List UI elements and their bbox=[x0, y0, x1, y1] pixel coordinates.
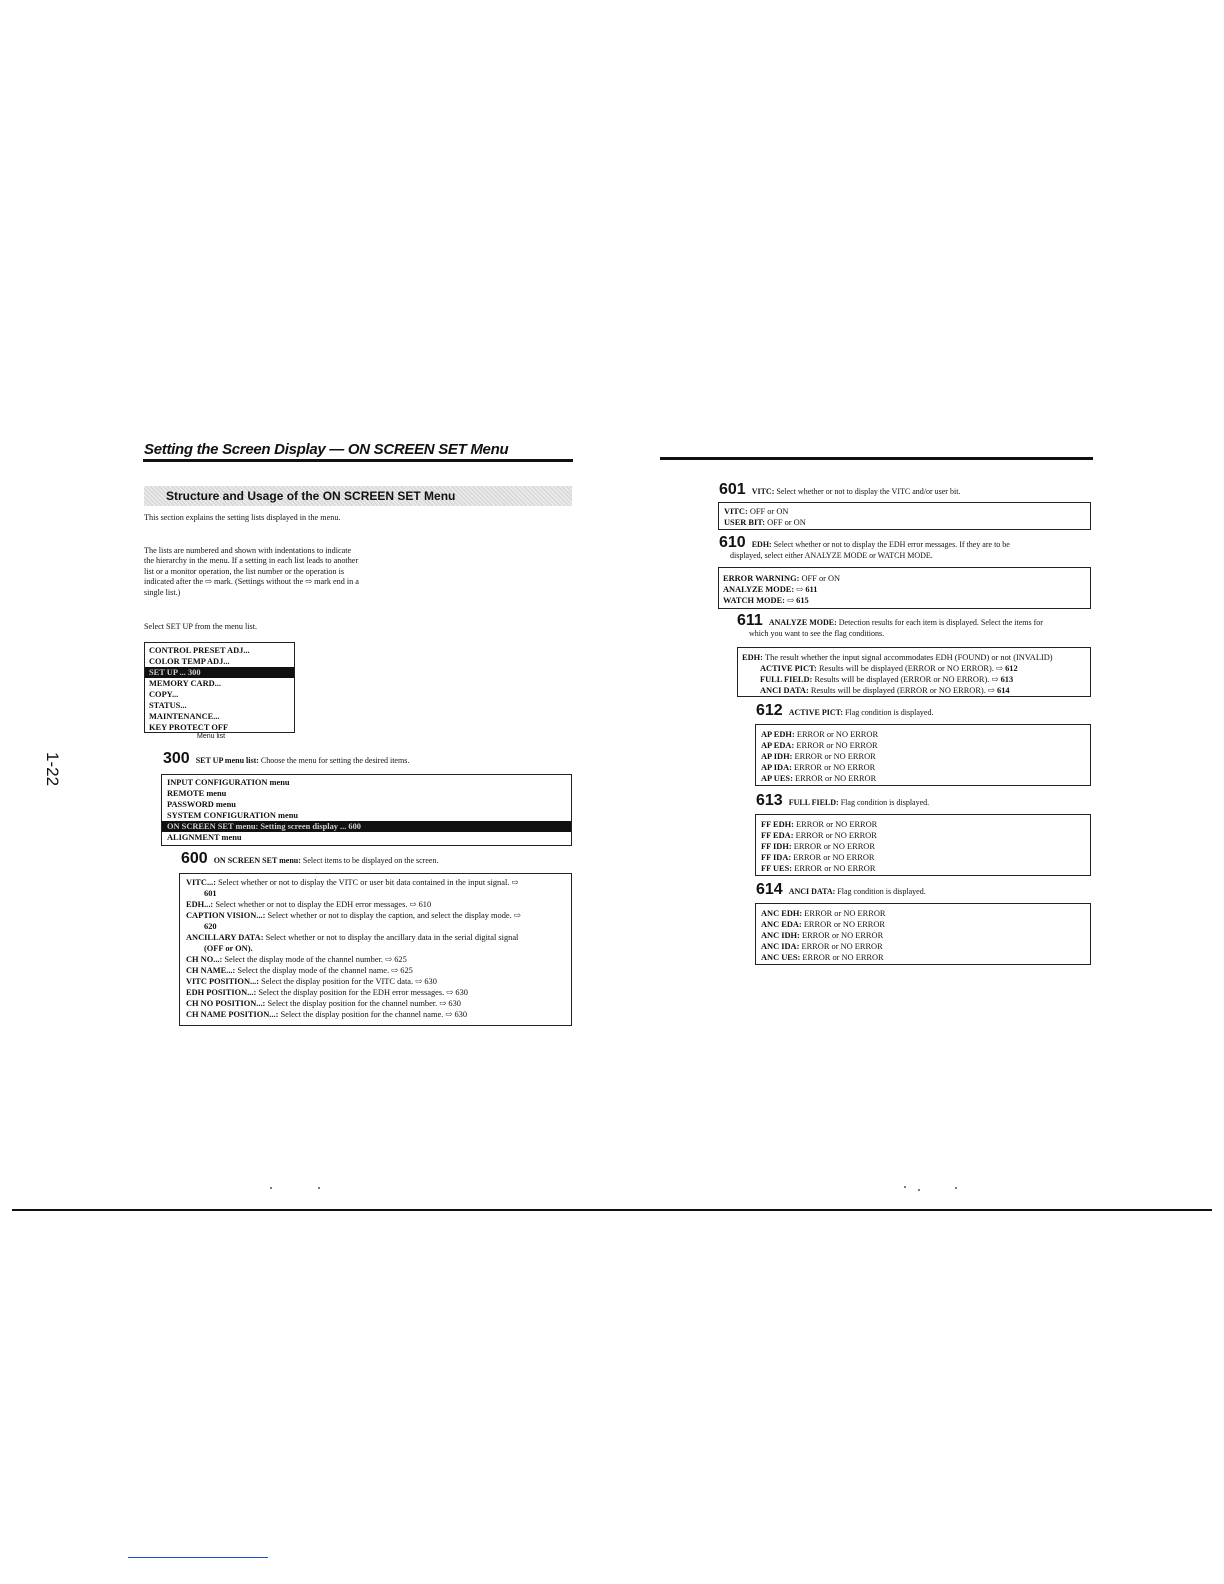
item-label: ANCILLARY DATA: bbox=[186, 933, 264, 942]
item-text: Select the display mode of the channel name. ⇨ 625 bbox=[237, 966, 413, 975]
item-ref: ⇨ 611 bbox=[796, 585, 818, 594]
item-ref: ⇨ 614 bbox=[987, 686, 1010, 695]
list-row bbox=[723, 595, 1090, 606]
active-pict-list-box bbox=[755, 724, 1091, 786]
item-label: WATCH MODE: bbox=[723, 596, 785, 605]
list-name: VITC: bbox=[751, 487, 775, 496]
item-label: ERROR WARNING: bbox=[723, 574, 800, 583]
item-label: AP UES: bbox=[761, 774, 793, 783]
heading-600 bbox=[181, 850, 438, 868]
item-label: EDH POSITION...: bbox=[186, 988, 257, 997]
item-label: ANCI DATA: bbox=[760, 686, 809, 695]
item-label: CH NAME...: bbox=[186, 966, 236, 975]
list-row bbox=[186, 965, 571, 976]
list-row bbox=[761, 941, 1090, 952]
heading-601 bbox=[719, 481, 960, 499]
item-text: ERROR or NO ERROR bbox=[801, 931, 884, 940]
list-row bbox=[186, 910, 571, 921]
title-rule bbox=[143, 459, 573, 462]
item-text: ERROR or NO ERROR bbox=[794, 752, 876, 761]
item-text: OFF or ON bbox=[801, 574, 841, 583]
list-desc: Flag condition is displayed. bbox=[840, 798, 930, 807]
heading-614 bbox=[756, 881, 926, 899]
item-text: ERROR or NO ERROR bbox=[796, 820, 878, 829]
item-text: Select the display position for the channel name. ⇨ 630 bbox=[280, 1010, 468, 1019]
heading-611 bbox=[737, 612, 1043, 630]
item-text: ERROR or NO ERROR bbox=[794, 763, 876, 772]
item-text: OFF or ON bbox=[767, 518, 806, 527]
list-row bbox=[186, 943, 571, 954]
item-text: ERROR or NO ERROR bbox=[796, 730, 879, 739]
scan-speck bbox=[955, 1187, 957, 1189]
heading-612 bbox=[756, 702, 933, 720]
intro-paragraph-2: The lists are numbered and shown with indentations to indicate the hierarchy in the menu. If a setting in each list leads to another list or a monitor operation, the list number or the operation is indicated after the ⇨ mark. (Settings without the ⇨ mark end in a single list.) bbox=[144, 546, 359, 597]
scan-speck bbox=[270, 1187, 272, 1189]
list-row bbox=[186, 932, 571, 943]
list-row bbox=[761, 751, 1090, 762]
scan-speck bbox=[318, 1187, 320, 1189]
list-row bbox=[186, 921, 571, 932]
full-field-list-box bbox=[755, 814, 1091, 876]
list-row bbox=[761, 908, 1090, 919]
page-title: Setting the Screen Display — ON SCREEN SET Menu bbox=[144, 441, 509, 458]
item-label: FF UES: bbox=[761, 864, 793, 873]
menu-item: ALIGNMENT menu bbox=[167, 833, 242, 842]
list-desc: Choose the menu for setting the desired items. bbox=[260, 756, 410, 765]
list-desc: Select whether or not to display the EDH error messages. If they are to be bbox=[773, 540, 1010, 549]
item-label: ACTIVE PICT: bbox=[760, 664, 817, 673]
menu-item: SYSTEM CONFIGURATION menu bbox=[167, 811, 299, 820]
menu-item: KEY PROTECT OFF bbox=[149, 723, 229, 732]
item-text: Select the display position for the EDH error messages. ⇨ 630 bbox=[258, 988, 468, 997]
item-label: CH NAME POSITION...: bbox=[186, 1010, 279, 1019]
item-text: Select whether or not to display the VITC or user bit data contained in the input signal. ⇨ bbox=[218, 878, 519, 887]
item-label: CH NO POSITION...: bbox=[186, 999, 266, 1008]
item-label: FF IDH: bbox=[761, 842, 792, 851]
item-label: ANC EDH: bbox=[761, 909, 803, 918]
edh-list-box bbox=[718, 567, 1091, 609]
list-row bbox=[186, 976, 571, 987]
page-number: 1-22 bbox=[43, 752, 62, 787]
item-ref: ⇨ 615 bbox=[787, 596, 809, 605]
item-text: ERROR or NO ERROR bbox=[794, 864, 876, 873]
list-number: 611 bbox=[737, 612, 763, 629]
list-number: 612 bbox=[756, 702, 783, 719]
list-name: FULL FIELD: bbox=[788, 798, 839, 807]
list-row bbox=[742, 674, 1090, 685]
item-label: FF EDA: bbox=[761, 831, 794, 840]
item-label: VITC...: bbox=[186, 878, 217, 887]
item-ref: ⇨ 612 bbox=[996, 664, 1018, 673]
list-row bbox=[724, 517, 1090, 528]
item-text: OFF or ON bbox=[749, 507, 789, 516]
heading-610 bbox=[719, 534, 1010, 552]
on-screen-set-list-box bbox=[179, 873, 572, 1026]
item-label: EDH...: bbox=[186, 900, 214, 909]
list-row bbox=[186, 877, 571, 888]
item-text: Results will be displayed (ERROR or NO ERROR). bbox=[814, 675, 990, 684]
scan-speck bbox=[918, 1189, 920, 1191]
menu-item: MAINTENANCE... bbox=[149, 712, 220, 721]
setup-menu-list-box bbox=[161, 774, 572, 846]
menu-item: COLOR TEMP ADJ... bbox=[149, 657, 230, 666]
list-desc: Flag condition is displayed. bbox=[837, 887, 926, 896]
analyze-mode-list-box bbox=[737, 647, 1091, 697]
anci-data-list-box bbox=[755, 903, 1091, 965]
heading-610-desc-cont: displayed, select either ANALYZE MODE or WATCH MODE. bbox=[730, 551, 933, 560]
menu-item: REMOTE menu bbox=[167, 789, 227, 798]
list-row bbox=[186, 1009, 571, 1020]
item-label: FF EDH: bbox=[761, 820, 794, 829]
item-text: Results will be displayed (ERROR or NO ERROR). bbox=[810, 686, 986, 695]
list-name: ANCI DATA: bbox=[788, 887, 836, 896]
item-text: Select the display position for the VITC data. ⇨ 630 bbox=[261, 977, 437, 986]
menu-item-selected: SET UP ... 300 bbox=[145, 667, 294, 678]
list-row bbox=[761, 919, 1090, 930]
item-text: (OFF or ON). bbox=[204, 944, 253, 953]
select-instruction: Select SET UP from the menu list. bbox=[144, 622, 258, 631]
item-label: VITC POSITION...: bbox=[186, 977, 260, 986]
item-text: Results will be displayed (ERROR or NO ERROR). bbox=[818, 664, 994, 673]
list-row bbox=[761, 930, 1090, 941]
item-label: AP IDA: bbox=[761, 763, 792, 772]
scan-speck bbox=[904, 1186, 906, 1188]
item-label: CAPTION VISION...: bbox=[186, 911, 266, 920]
item-label: ANALYZE MODE: bbox=[723, 585, 795, 594]
list-row bbox=[186, 954, 571, 965]
heading-611-desc-cont: which you want to see the flag conditions. bbox=[749, 629, 885, 638]
list-row bbox=[761, 729, 1090, 740]
item-label: ANC IDA: bbox=[761, 942, 800, 951]
list-row bbox=[742, 652, 1090, 663]
menu-item: MEMORY CARD... bbox=[149, 679, 221, 688]
list-row bbox=[761, 863, 1090, 874]
list-name: ACTIVE PICT: bbox=[788, 708, 844, 717]
heading-300 bbox=[163, 750, 409, 768]
list-row bbox=[761, 841, 1090, 852]
intro-paragraph-1: This section explains the setting lists displayed in the menu. bbox=[144, 513, 341, 522]
item-text: 620 bbox=[204, 922, 217, 931]
list-name: EDH: bbox=[751, 540, 772, 549]
item-text: Select the display mode of the channel number. ⇨ 625 bbox=[224, 955, 407, 964]
item-label: USER BIT: bbox=[724, 518, 766, 527]
item-text: 601 bbox=[204, 889, 217, 898]
item-text: Select whether or not to display the EDH error messages. ⇨ 610 bbox=[215, 900, 432, 909]
list-row bbox=[761, 740, 1090, 751]
list-row bbox=[742, 685, 1090, 696]
item-label: AP EDH: bbox=[761, 730, 795, 739]
vitc-list-box bbox=[718, 502, 1091, 530]
menu-item: COPY... bbox=[149, 690, 179, 699]
item-ref: ⇨ 613 bbox=[991, 675, 1014, 684]
item-label: ANC EDA: bbox=[761, 920, 802, 929]
list-name: ON SCREEN SET menu: bbox=[213, 856, 301, 865]
menu-list-caption: Menu list bbox=[197, 733, 226, 740]
item-label: AP EDA: bbox=[761, 741, 795, 750]
bottom-rule bbox=[12, 1209, 1212, 1211]
list-number: 614 bbox=[756, 881, 783, 898]
list-number: 300 bbox=[163, 750, 190, 767]
list-row bbox=[723, 573, 1090, 584]
right-title-rule bbox=[660, 457, 1093, 460]
section-heading: Structure and Usage of the ON SCREEN SET Menu bbox=[144, 486, 572, 506]
menu-item: INPUT CONFIGURATION menu bbox=[167, 778, 290, 787]
item-label: CH NO...: bbox=[186, 955, 223, 964]
list-desc: Select items to be displayed on the screen. bbox=[302, 856, 439, 865]
list-row bbox=[186, 899, 571, 910]
item-label: VITC: bbox=[724, 507, 748, 516]
list-desc: Flag condition is displayed. bbox=[845, 708, 934, 717]
item-text: ERROR or NO ERROR bbox=[803, 920, 886, 929]
menu-item-selected: ON SCREEN SET menu: Setting screen display ... 600 bbox=[162, 821, 571, 832]
list-row bbox=[742, 663, 1090, 674]
item-text: ERROR or NO ERROR bbox=[801, 942, 883, 951]
bottom-link-underline bbox=[128, 1557, 268, 1558]
list-number: 600 bbox=[181, 850, 208, 867]
list-name: SET UP menu list: bbox=[195, 756, 259, 765]
list-row bbox=[761, 830, 1090, 841]
list-row bbox=[724, 506, 1090, 517]
list-row bbox=[761, 952, 1090, 963]
item-label: FF IDA: bbox=[761, 853, 792, 862]
item-text: The result whether the input signal accommodates EDH (FOUND) or not (INVALID) bbox=[765, 653, 1053, 662]
list-row bbox=[186, 888, 571, 899]
list-row bbox=[761, 852, 1090, 863]
item-label: ANC IDH: bbox=[761, 931, 800, 940]
menu-item: STATUS... bbox=[149, 701, 187, 710]
item-text: Select whether or not to display the caption, and select the display mode. ⇨ bbox=[267, 911, 521, 920]
item-label: ANC UES: bbox=[761, 953, 801, 962]
item-text: ERROR or NO ERROR bbox=[793, 853, 875, 862]
item-text: ERROR or NO ERROR bbox=[794, 774, 877, 783]
list-number: 601 bbox=[719, 481, 746, 498]
item-text: ERROR or NO ERROR bbox=[802, 953, 884, 962]
list-row bbox=[761, 762, 1090, 773]
item-text: ERROR or NO ERROR bbox=[793, 842, 875, 851]
item-label: FULL FIELD: bbox=[760, 675, 813, 684]
list-number: 610 bbox=[719, 534, 746, 551]
item-label: EDH: bbox=[742, 653, 763, 662]
menu-list-box bbox=[144, 642, 295, 733]
item-label: AP IDH: bbox=[761, 752, 793, 761]
menu-item: PASSWORD menu bbox=[167, 800, 236, 809]
item-text: ERROR or NO ERROR bbox=[795, 831, 877, 840]
item-text: Select the display position for the channel number. ⇨ 630 bbox=[267, 999, 461, 1008]
list-row bbox=[723, 584, 1090, 595]
item-text: Select whether or not to display the ancillary data in the serial digital signal bbox=[265, 933, 519, 942]
list-name: ANALYZE MODE: bbox=[768, 618, 837, 627]
list-row bbox=[761, 819, 1090, 830]
item-text: ERROR or NO ERROR bbox=[804, 909, 886, 918]
list-row bbox=[186, 998, 571, 1009]
menu-item: CONTROL PRESET ADJ... bbox=[149, 646, 250, 655]
item-text: ERROR or NO ERROR bbox=[796, 741, 878, 750]
list-desc: Select whether or not to display the VITC and/or user bit. bbox=[776, 487, 961, 496]
list-desc: Detection results for each item is displayed. Select the items for bbox=[838, 618, 1043, 627]
heading-613 bbox=[756, 792, 929, 810]
list-number: 613 bbox=[756, 792, 783, 809]
list-row bbox=[186, 987, 571, 998]
list-row bbox=[761, 773, 1090, 784]
